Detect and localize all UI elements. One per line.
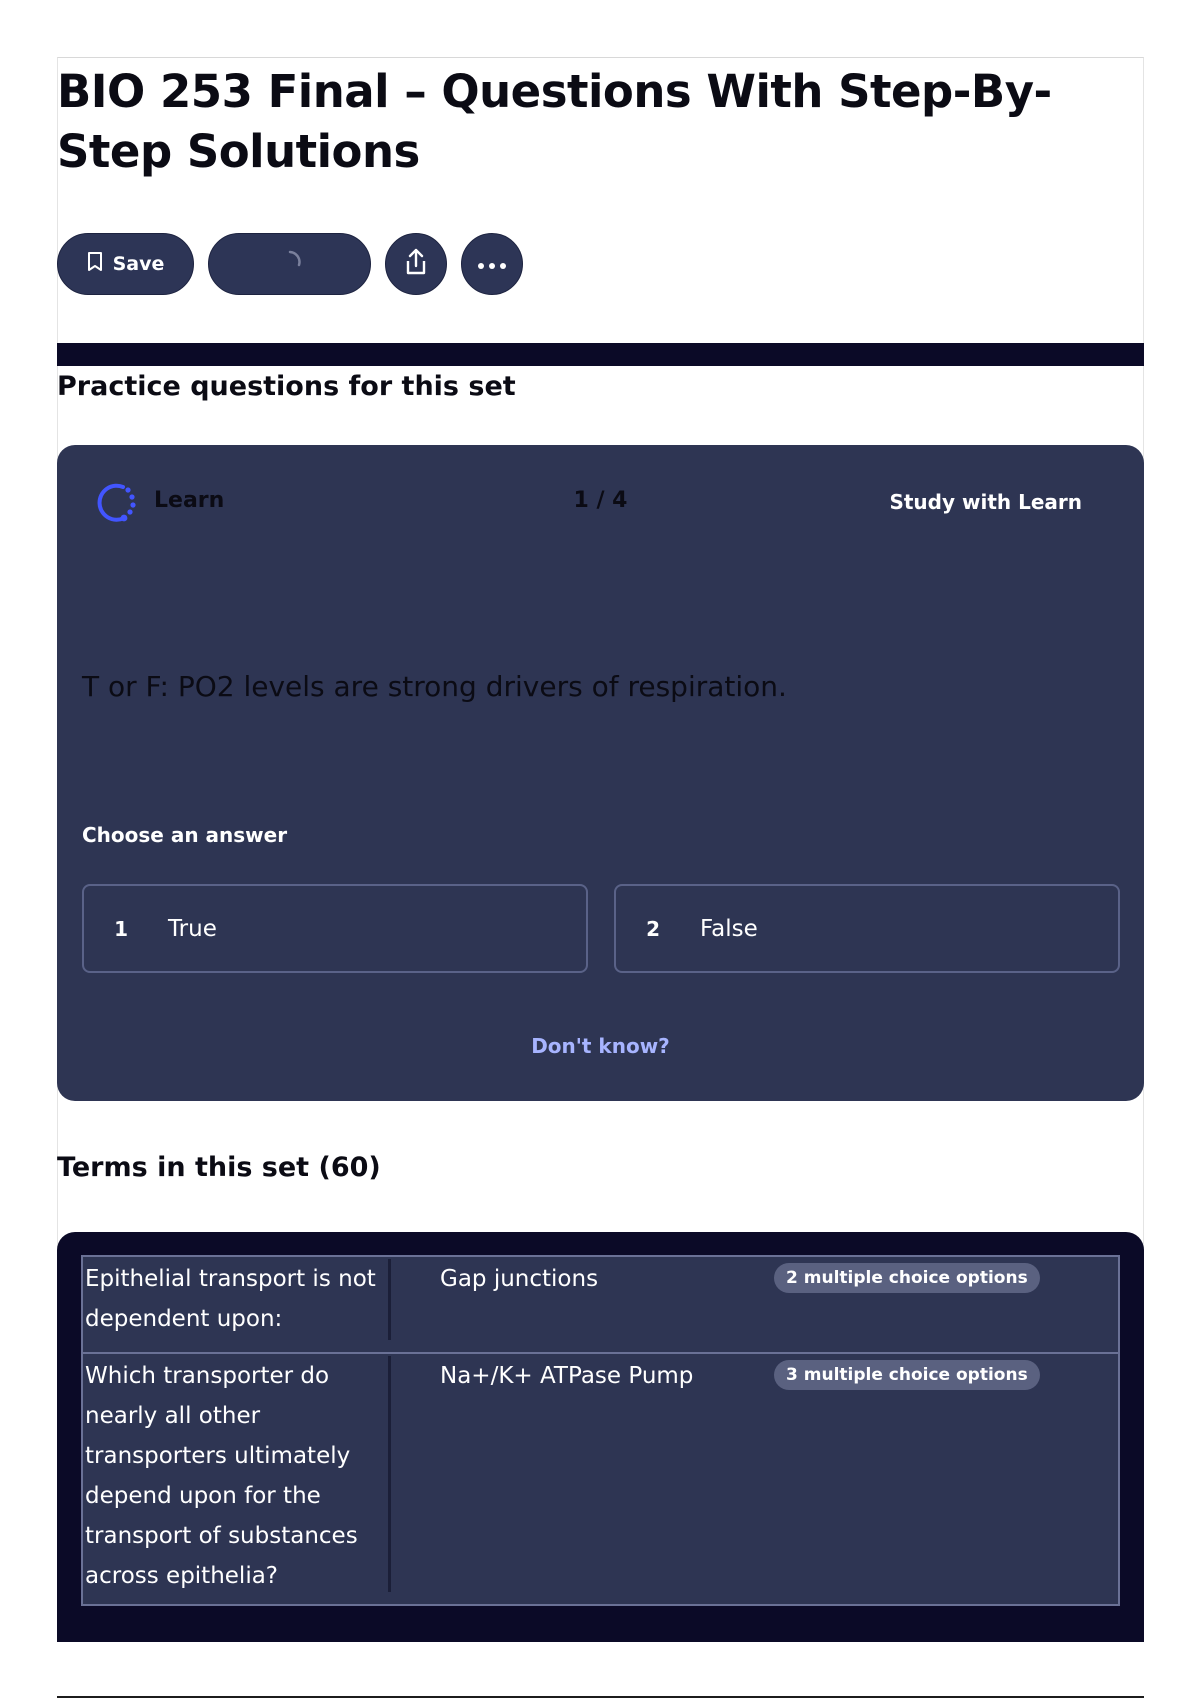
action-row [57,233,523,295]
save-button[interactable] [57,233,194,295]
loading-button[interactable] [208,233,371,295]
more-options-button[interactable] [461,233,523,295]
term-definition: Gap junctions [440,1266,599,1292]
save-button-label: Save [112,253,165,275]
bottom-rule [57,1696,1144,1698]
answer-number: 1 [114,916,128,941]
terms-table [81,1255,1120,1606]
more-horizontal-icon [477,255,507,274]
share-icon [402,247,430,281]
answer-text: False [700,915,758,942]
learn-card [57,445,1144,1101]
term-row[interactable] [81,1352,1120,1606]
term-question: Which transporter do nearly all other transporters ultimately depend upon for the transport of substances across epithelia? [83,1356,391,1592]
choose-answer-label: Choose an answer [82,823,288,847]
term-question: Epithelial transport is not dependent upon: [83,1259,391,1340]
question-progress: 1 / 4 [573,488,628,513]
terms-card [57,1232,1144,1642]
share-button[interactable] [385,233,447,295]
learn-label: Learn [154,488,225,513]
dont-know-link[interactable]: Don't know? [531,1034,670,1058]
answer-option-true[interactable] [82,884,588,973]
study-with-learn-link[interactable]: Study with Learn [889,490,1082,514]
multiple-choice-badge: 2 multiple choice options [774,1263,1040,1293]
divider-bar [57,343,1144,366]
multiple-choice-badge: 3 multiple choice options [774,1360,1040,1390]
bookmark-icon [87,252,103,277]
question-text: T or F: PO2 levels are strong drivers of respiration. [82,670,787,703]
terms-heading: Terms in this set (60) [57,1152,381,1183]
answer-option-false[interactable] [614,884,1120,973]
page-title: BIO 253 Final – Questions With Step-By-Step Solutions [57,65,1052,178]
practice-heading: Practice questions for this set [57,371,516,402]
term-row[interactable] [81,1255,1120,1354]
term-definition: Na+/K+ ATPase Pump [440,1363,694,1389]
loading-spinner-icon [277,249,303,279]
answer-number: 2 [646,916,660,941]
answer-text: True [168,915,217,942]
